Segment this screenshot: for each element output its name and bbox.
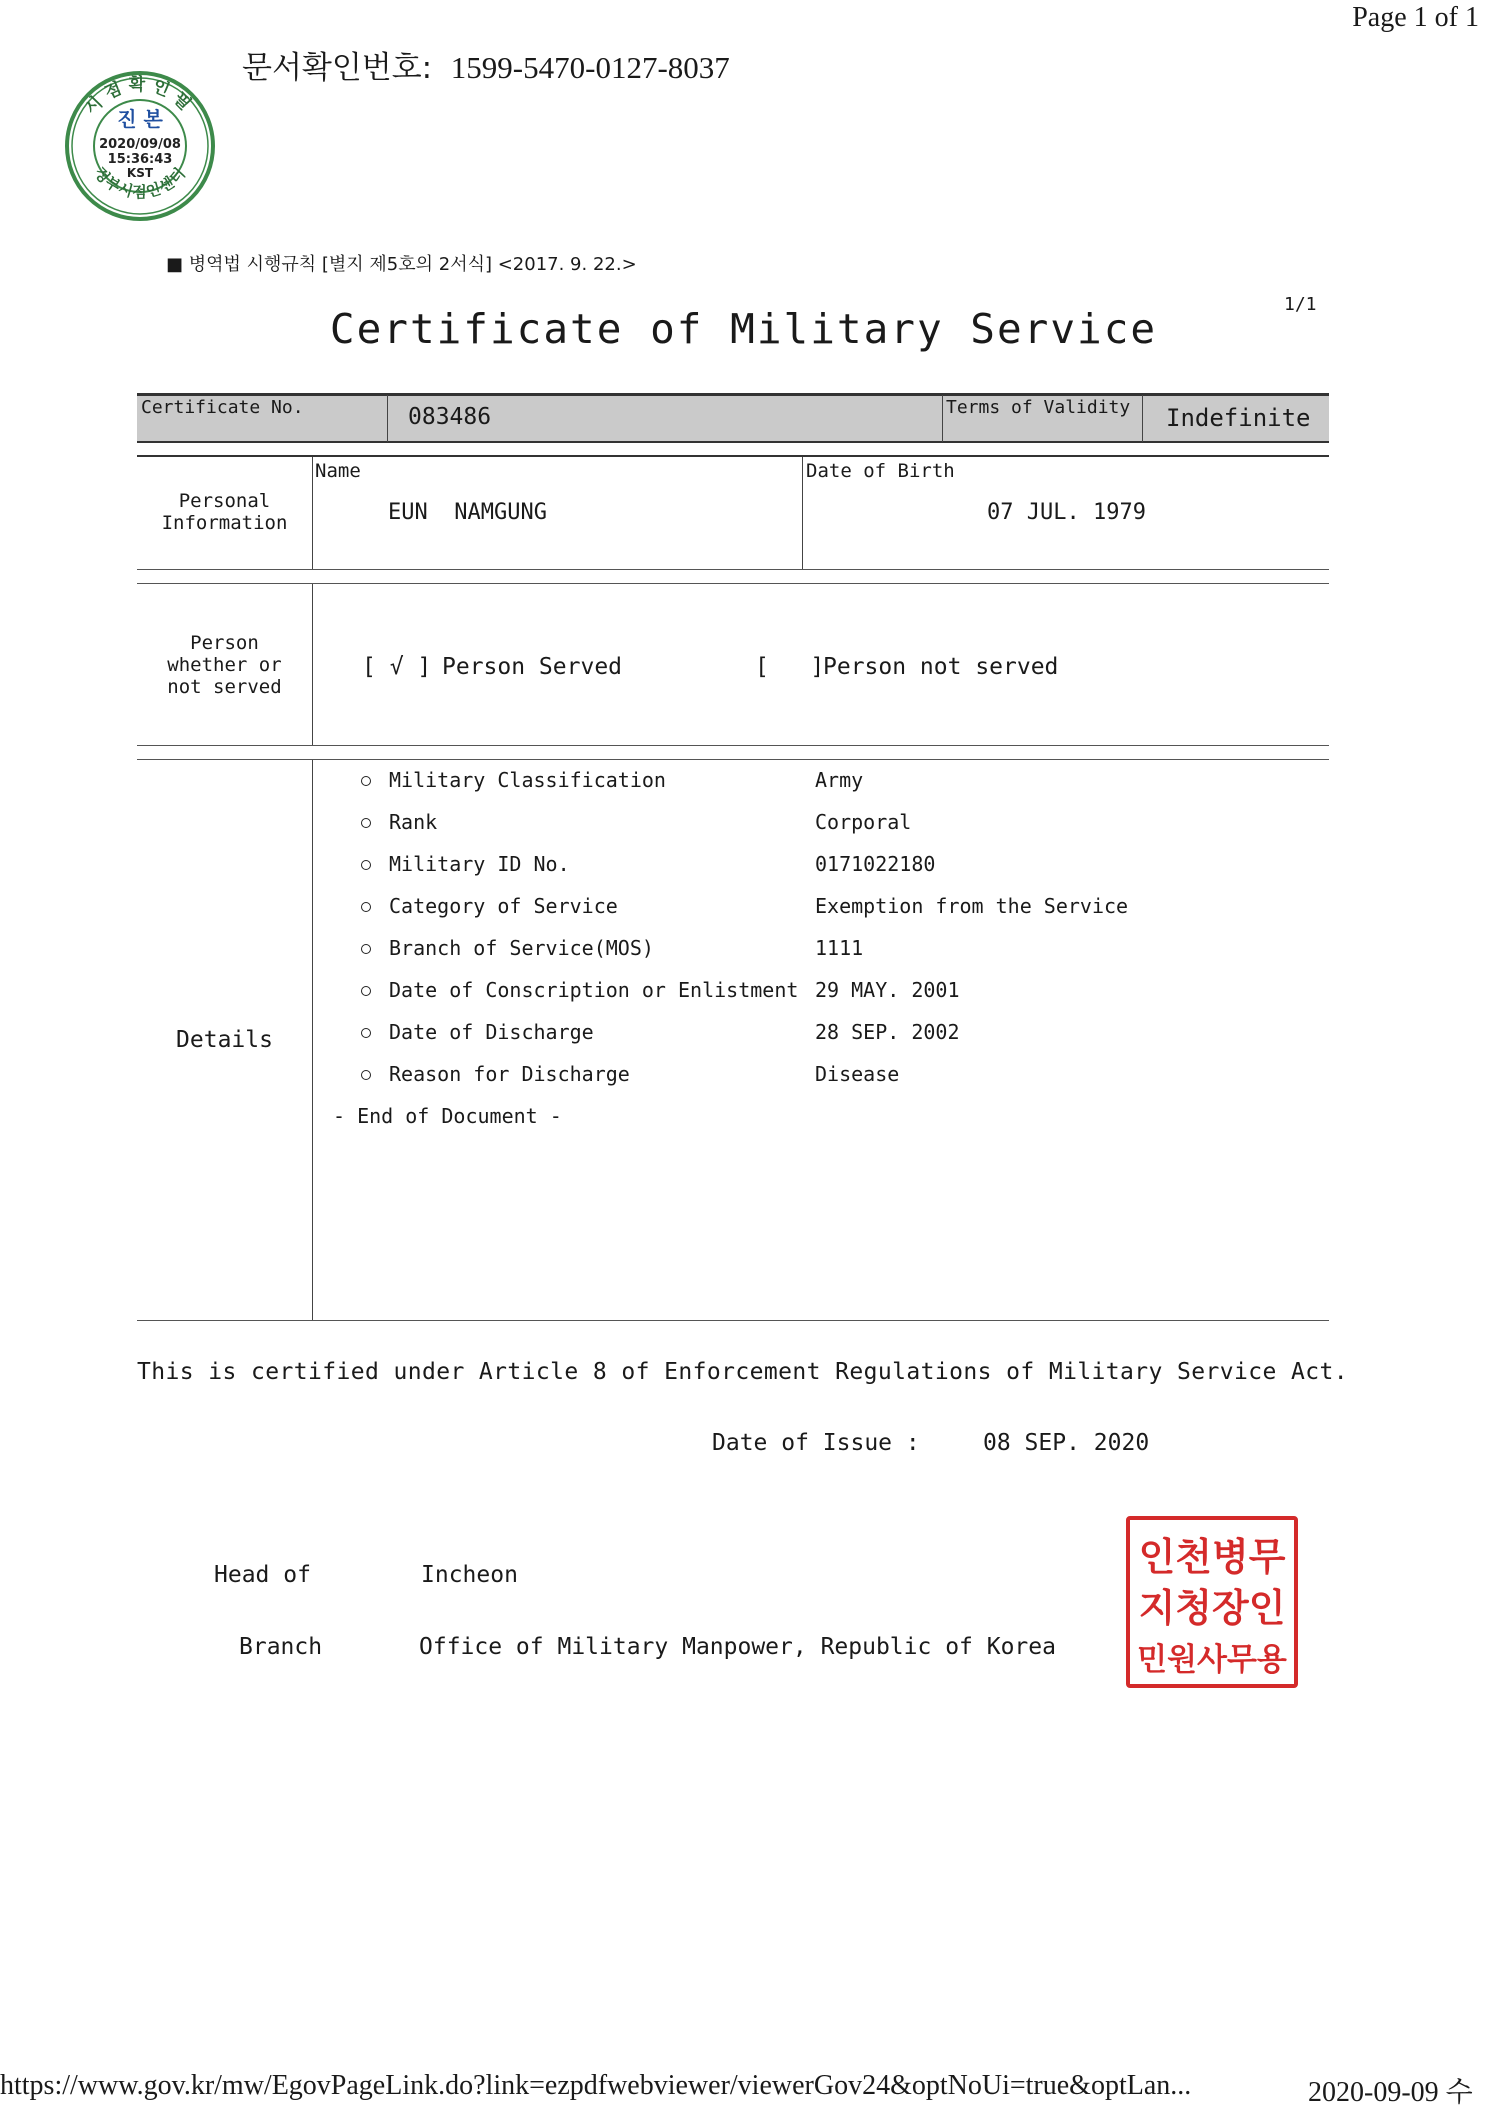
bullet-icon bbox=[361, 944, 371, 954]
detail-value: 1111 bbox=[815, 936, 864, 960]
served-option-label: Person Served bbox=[442, 654, 623, 680]
not-served-checkbox: [ ] bbox=[755, 654, 825, 680]
detail-value: 28 SEP. 2002 bbox=[815, 1020, 960, 1044]
served-label-line3: not served bbox=[167, 676, 282, 698]
personal-section-label bbox=[137, 490, 312, 534]
certificate-header-row bbox=[137, 395, 1329, 442]
detail-label: Reason for Discharge bbox=[389, 1062, 630, 1086]
page-ratio: 1/1 bbox=[1284, 294, 1317, 315]
detail-value: Army bbox=[815, 768, 864, 792]
branch-label: Branch bbox=[239, 1634, 323, 1660]
footer-url: https://www.gov.kr/mw/EgovPageLink.do?link=ezpdfwebviewer/viewerGov24&optNoUi=true&optLan... bbox=[0, 2070, 1192, 2101]
bullet-icon bbox=[361, 818, 371, 828]
name-label: Name bbox=[315, 460, 361, 482]
detail-label: Category of Service bbox=[389, 894, 618, 918]
head-of-value: Incheon bbox=[421, 1562, 518, 1588]
certification-statement: This is certified under Article 8 of Enforcement Regulations of Military Service Act. bbox=[137, 1359, 1349, 1385]
doc-number: 1599-5470-0127-8037 bbox=[450, 50, 730, 85]
detail-label: Branch of Service(MOS) bbox=[389, 936, 654, 960]
served-checkbox: [ √ ] bbox=[362, 654, 432, 680]
detail-value: Disease bbox=[815, 1062, 900, 1086]
end-of-document: - End of Document - bbox=[333, 1104, 562, 1128]
personal-label-line1: Personal bbox=[178, 490, 271, 512]
dob-value: 07 JUL. 1979 bbox=[987, 500, 1146, 525]
issue-date-value: 08 SEP. 2020 bbox=[983, 1430, 1150, 1456]
detail-value: 0171022180 bbox=[815, 852, 936, 876]
name-value: EUN NAMGUNG bbox=[388, 500, 547, 525]
stamp-line3: 민원사무용 bbox=[1137, 1642, 1287, 1678]
detail-label: Date of Discharge bbox=[389, 1020, 594, 1044]
bullet-icon bbox=[361, 1028, 371, 1038]
timestamp-seal bbox=[64, 70, 216, 222]
doc-number-label: 문서확인번호: bbox=[242, 50, 433, 86]
issue-date-label: Date of Issue : bbox=[712, 1430, 920, 1456]
detail-label: Military ID No. bbox=[389, 852, 570, 876]
bullet-icon bbox=[361, 860, 371, 870]
seal-date: 2020/09/08 bbox=[99, 137, 181, 152]
stamp-icon bbox=[1130, 1520, 1294, 1684]
branch-value: Office of Military Manpower, Republic of Korea bbox=[419, 1634, 1056, 1660]
bullet-icon bbox=[361, 902, 371, 912]
form-reference: ■ 병역법 시행규칙 [별지 제5호의 2서식] <2017. 9. 22.> bbox=[166, 254, 637, 275]
served-section-label bbox=[137, 632, 312, 698]
personal-label-line2: Information bbox=[161, 512, 288, 534]
page-title: Certificate of Military Service bbox=[329, 305, 1158, 353]
seal-bottom-text: 정부시점인센터 bbox=[90, 163, 190, 202]
detail-label: Date of Conscription or Enlistment bbox=[389, 978, 799, 1002]
stamp-line2: 지청장인 bbox=[1138, 1586, 1286, 1630]
seal-top-text: 시점확인필 bbox=[81, 75, 199, 119]
served-label-line2: whether or bbox=[167, 654, 282, 676]
detail-value: Exemption from the Service bbox=[815, 894, 1129, 918]
validity-value: Indefinite bbox=[1166, 404, 1311, 432]
page-indicator: Page 1 of 1 bbox=[1352, 2, 1479, 33]
detail-label: Military Classification bbox=[389, 768, 666, 792]
doc-number-line bbox=[242, 42, 730, 87]
seal-center-text: 진 본 bbox=[117, 107, 163, 131]
bullet-icon bbox=[361, 986, 371, 996]
stamp-line1: 인천병무 bbox=[1138, 1535, 1286, 1579]
bullet-icon bbox=[361, 776, 371, 786]
seal-icon bbox=[64, 70, 216, 222]
seal-tz: KST bbox=[126, 166, 154, 180]
detail-label: Rank bbox=[389, 810, 438, 834]
details-section-label: Details bbox=[176, 1027, 273, 1053]
not-served-option-label: Person not served bbox=[823, 654, 1059, 680]
footer-print-date: 2020-09-09 수 bbox=[1308, 2077, 1473, 2108]
seal-time: 15:36:43 bbox=[107, 152, 173, 167]
dob-label: Date of Birth bbox=[806, 460, 955, 482]
served-label-line1: Person bbox=[190, 632, 259, 654]
bullet-icon bbox=[361, 1070, 371, 1080]
certificate-no-label: Certificate No. bbox=[141, 397, 304, 418]
detail-value: Corporal bbox=[815, 810, 912, 834]
detail-value: 29 MAY. 2001 bbox=[815, 978, 960, 1002]
certificate-no-value: 083486 bbox=[408, 404, 492, 430]
official-stamp bbox=[1126, 1516, 1298, 1688]
head-of-label: Head of bbox=[214, 1562, 311, 1588]
validity-label: Terms of Validity bbox=[946, 397, 1131, 418]
